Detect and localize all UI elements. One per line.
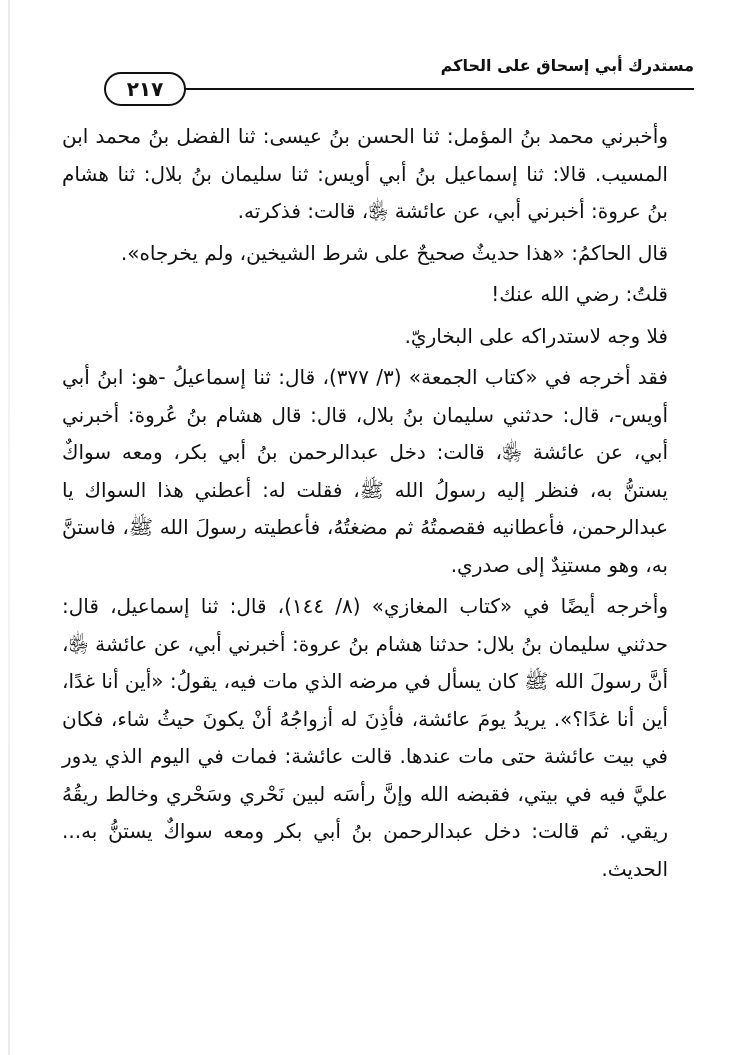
page-crease	[8, 0, 10, 1055]
running-title: مستدرك أبي إسحاق على الحاكم	[440, 56, 694, 75]
paragraph-hakim-verdict: قال الحاكمُ: «هذا حديثٌ صحيحٌ على شرط الشيخين، ولم يخرجاه».	[120, 240, 668, 265]
paragraph-response: قلتُ: رضي الله عنك!	[491, 282, 668, 306]
paragraph-kitab-jumua: فقد أخرجه في «كتاب الجمعة» (٣/ ٣٧٧)، قال: ثنا إسماعيلُ -هو: ابنُ أبي أويس-، قال: حدثني سليمان بنُ بلال، قال: قال هشام بنُ عُروة: أخبرني أبي، عن عائشة ﵂، قالت: دخل عبدالرحمن بنُ أبي بكر، ومعه سواكٌ يستنُّ به، فنظر إليه رسولُ الله ﷺ، فقلت له: أعطني هذا السواك يا عبدالرحمن، فأعطانيه فقصمتُهُ ثم مضغتُهُ، فأعطيته رسولَ الله ﷺ، فاستنَّ به، وهو مستنِدٌ إلى صدري.	[62, 365, 668, 577]
page-number: ٢١٧	[104, 72, 186, 106]
paragraph-isnad: وأخبرني محمد بنُ المؤمل: ثنا الحسن بنُ عيسى: ثنا الفضل بنُ محمد ابن المسيب. قالا: ثنا إسماعيل بنُ أبي أويس: ثنا سليمان بنُ بلال: ثنا هشام بنُ عروة: أخبرني أبي، عن عائشة ﵂، قالت: فذكرته.	[62, 124, 668, 223]
paragraph-kitab-maghazi: وأخرجه أيضًا في «كتاب المغازي» (٨/ ١٤٤)، قال: ثنا إسماعيل، قال: حدثني سليمان بنُ بلال: حدثنا هشام بنُ عروة: أخبرني أبي، عن عائشة ﵂، أنَّ رسولَ الله ﷺ كان يسأل في مرضه الذي مات فيه، يقولُ: «أين أنا غدًا، أين أنا غدًا؟». يريدُ يومَ عائشة، فأذِنَ له أزواجُهُ أنْ يكونَ حيثُ شاء، فكان في بيت عائشة حتى مات عندها. قالت عائشة: فمات في اليوم الذي يدور عليَّ فيه في بيتي، فقبضه الله وإنَّ رأسَه لبين نَحْري وسَحْري وخالط ريقُهُ ريقي. ثم قالت: دخل عبدالرحمن بنُ أبي بكر ومعه سواكٌ يستنُّ به... الحديث.	[62, 594, 668, 881]
paragraph-no-reason: فلا وجه لاستدراكه على البخاريّ.	[404, 323, 668, 348]
page-body	[62, 118, 692, 888]
header-rule	[180, 88, 694, 90]
